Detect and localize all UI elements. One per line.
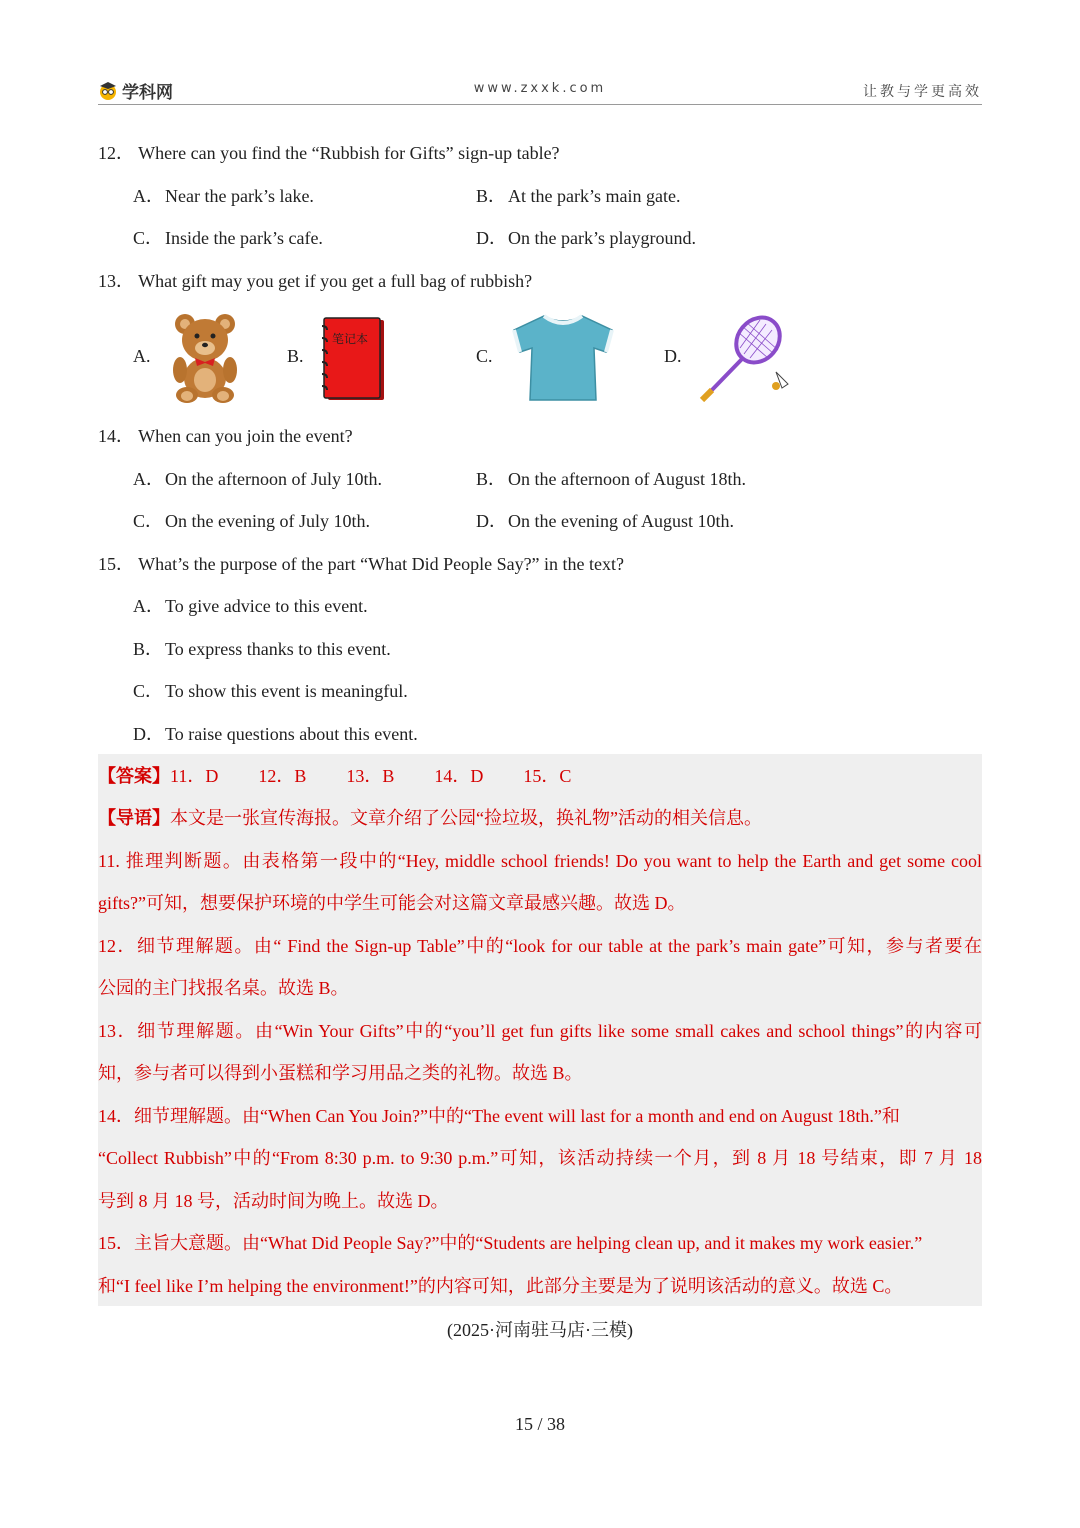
answer-tag: 【答案】 xyxy=(98,766,170,786)
header-slogan: 让教与学更高效 xyxy=(863,84,982,100)
question-12-option-d: D．On the park’s playground. xyxy=(476,228,696,248)
guide-tag: 【导语】 xyxy=(98,808,170,828)
badminton-racket-icon xyxy=(696,312,796,402)
logo-text: 学科网 xyxy=(122,83,173,103)
explanation-line-8: “Collect Rubbish”中的“From 8:30 p.m. to 9:30 p.m.”可知，该活动持续一个月，到 8 月 18 号结束，即 7 月 18 xyxy=(98,1148,982,1168)
explanation-line-3: 12．细节理解题。由“ Find the Sign-up Table”中的“look for our table at the park’s main gate”可知，参与者要在 xyxy=(98,936,982,956)
teddy-bear-icon xyxy=(165,310,245,404)
page-number: 15 / 38 xyxy=(514,1414,565,1434)
question-12-stem: 12． Where can you find the “Rubbish for Gifts” sign-up table? xyxy=(98,143,560,163)
question-12-option-b: B． At the park’s main gate. xyxy=(476,186,681,206)
question-13-option-a-label: A. xyxy=(133,346,151,366)
guide-line xyxy=(98,806,982,830)
question-15-stem: 15． What’s the purpose of the part “What Did People Say?” in the text? xyxy=(98,554,625,574)
answer-12: 12．B xyxy=(258,766,307,786)
explanation-line-11: 和“I feel like I’m helping the environment!”的内容可知，此部分主要是为了说明该活动的意义。故选 C。 xyxy=(98,1276,903,1296)
question-13-option-d-label: D. xyxy=(664,346,682,366)
explanation-line-1: 11. 推理判断题。由表格第一段中的“Hey, middle school friends! Do you want to help the Earth and get some cool xyxy=(98,851,982,871)
question-14-option-a: A．On the afternoon of July 10th. xyxy=(133,469,382,489)
site-url: www.zxxk.com xyxy=(473,81,607,96)
question-13-option-b-label: B. xyxy=(287,346,304,366)
explanation-line-9: 号到 8 月 18 号，活动时间为晚上。故选 D。 xyxy=(98,1191,449,1211)
question-14-stem: 14． When can you join the event? xyxy=(98,426,353,446)
answer-15: 15．C xyxy=(523,766,572,786)
explanation-line-4: 公园的主门找报名桌。故选 B。 xyxy=(98,978,349,998)
answer-14: 14．D xyxy=(434,766,484,786)
explanation-line-10: 15．主旨大意题。由“What Did People Say?”中的“Students are helping clean up, and it makes my work easier.” xyxy=(98,1233,923,1253)
notebook-icon xyxy=(320,316,386,402)
answer-11: 11．D xyxy=(170,766,219,786)
question-15-option-c: C． To show this event is meaningful. xyxy=(133,681,408,701)
t-shirt-icon xyxy=(508,312,618,404)
explanation-line-2: gifts?”可知，想要保护环境的中学生可能会对这篇文章最感兴趣。故选 D。 xyxy=(98,893,686,913)
question-15-option-d: D．To raise questions about this event. xyxy=(133,724,418,744)
question-14-option-b: B． On the afternoon of August 18th. xyxy=(476,469,746,489)
explanation-line-7: 14．细节理解题。由“When Can You Join?”中的“The event will last for a month and end on August 18th.”和 xyxy=(98,1106,900,1126)
question-13-option-c-label: C. xyxy=(476,346,493,366)
question-13-stem: 13． What gift may you get if you get a full bag of rubbish? xyxy=(98,271,533,291)
answer-key-line xyxy=(98,764,982,788)
page-header xyxy=(98,76,982,105)
question-source: (2025·河南驻马店·三模) xyxy=(447,1320,633,1340)
question-14-option-d: D．On the evening of August 10th. xyxy=(476,511,734,531)
question-15-option-b: B． To express thanks to this event. xyxy=(133,639,391,659)
question-12-option-c: C． Inside the park’s cafe. xyxy=(133,228,323,248)
explanation-line-5: 13．细节理解题。由“Win Your Gifts”中的“you’ll get fun gifts like some small cakes and school things”的内容可 xyxy=(98,1021,982,1041)
question-12-option-a: A．Near the park’s lake. xyxy=(133,186,314,206)
question-15-option-a: A．To give advice to this event. xyxy=(133,596,368,616)
explanation-line-6: 知，参与者可以得到小蛋糕和学习用品之类的礼物。故选 B。 xyxy=(98,1063,583,1083)
answer-13: 13．B xyxy=(346,766,395,786)
question-14-option-c: C． On the evening of July 10th. xyxy=(133,511,370,531)
guide-text: 本文是一张宣传海报。文章介绍了公园“捡垃圾，换礼物”活动的相关信息。 xyxy=(170,808,762,828)
notebook-label: 笔记本 xyxy=(332,332,369,346)
